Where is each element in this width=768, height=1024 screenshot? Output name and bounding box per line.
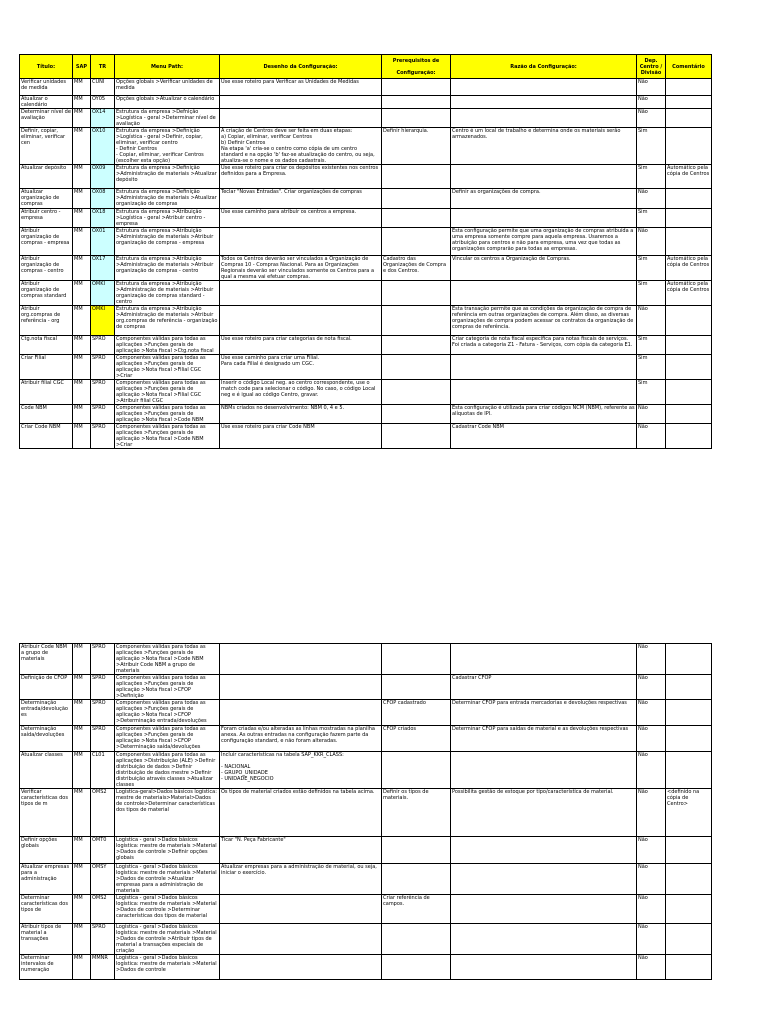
cell-prereq bbox=[382, 336, 451, 355]
cell-design: Incluir características na tabela SAP_KKR_CLASS: - NACIONAL - GRUPO_UNIDADE - UNIDADE_NEGOCIO bbox=[220, 752, 382, 789]
cell-title: Determinação saída/devoluções bbox=[20, 726, 73, 752]
cell-comment: Automático pela cópia de Centros bbox=[666, 256, 712, 281]
cell-sap: MM bbox=[73, 109, 91, 128]
cell-reason: Cadastrar CFOP bbox=[451, 675, 637, 700]
table-row bbox=[20, 336, 712, 355]
cell-comment bbox=[666, 405, 712, 424]
cell-dep: Não bbox=[637, 789, 666, 837]
cell-menu-path: Componentes válidas para todas as aplicações >Funções gerais de aplicação >Nota fiscal >Filial CGC >Criar bbox=[115, 355, 220, 380]
cell-prereq bbox=[382, 380, 451, 405]
cell-tr: OMKI bbox=[91, 306, 115, 336]
cell-menu-path: Componentes válidas para todas as aplicações >Distribuição (ALE) >Definir distribuição de dados >Definir distribuição de dados mestre >Definir distribuição através classes >Atualizar classes bbox=[115, 752, 220, 789]
table-row bbox=[20, 96, 712, 109]
cell-comment bbox=[666, 228, 712, 256]
table-row bbox=[20, 228, 712, 256]
cell-prereq bbox=[382, 752, 451, 789]
cell-menu-path: Logística - geral >Dados básicos logística: mestre de materiais >Material >Dados de controle >Definir opções globais bbox=[115, 837, 220, 864]
cell-reason bbox=[451, 281, 637, 306]
cell-tr: SPRO bbox=[91, 380, 115, 405]
table-row bbox=[20, 789, 712, 837]
cell-design: Use esse roteiro para criar os depósitos existentes nos centros definidos para a Empresa. bbox=[220, 165, 382, 189]
cell-sap: MM bbox=[73, 189, 91, 209]
cell-title: Determinar características dos tipos de bbox=[20, 895, 73, 924]
cell-prereq bbox=[382, 675, 451, 700]
cell-dep: Sim bbox=[637, 380, 666, 405]
cell-prereq: Definir os tipos de materiais. bbox=[382, 789, 451, 837]
cell-prereq bbox=[382, 109, 451, 128]
table-row bbox=[20, 355, 712, 380]
cell-title: Verificar unidades de medida bbox=[20, 79, 73, 96]
cell-design: NBMs criados no desenvolvimento: NBM 0, 4 e 5. bbox=[220, 405, 382, 424]
cell-dep: Sim bbox=[637, 128, 666, 165]
cell-reason: Esta configuração permite que uma organização de compras atribuída a uma empresa somente compre para aquela empresa. Usaremos a atribuição para centros e não para empresa, uma vez que todas as organizações comprarão para todas as empresas. bbox=[451, 228, 637, 256]
cell-design: Teclar "Novas Entradas". Criar organizações de compras bbox=[220, 189, 382, 209]
cell-dep: Não bbox=[637, 864, 666, 895]
cell-sap: MM bbox=[73, 837, 91, 864]
cell-comment bbox=[666, 924, 712, 955]
cell-comment bbox=[666, 209, 712, 228]
cell-menu-path: Componentes válidas para todas as aplicações >Funções gerais de aplicação >Nota fiscal >Filial CGC >Atribuir filial CGC bbox=[115, 380, 220, 405]
table-row bbox=[20, 955, 712, 980]
cell-reason bbox=[451, 837, 637, 864]
cell-tr: SPRO bbox=[91, 405, 115, 424]
cell-menu-path: Estrutura da empresa >Atribuição >Administração de materiais >Atribuir organização de compras - centro bbox=[115, 256, 220, 281]
table-row bbox=[20, 79, 712, 96]
cell-dep: Não bbox=[637, 955, 666, 980]
cell-prereq bbox=[382, 405, 451, 424]
cell-menu-path: Logística - geral >Dados básicos logística: mestre de materiais >Material >Dados de controle >Atualizar empresas para a administração de materiais bbox=[115, 864, 220, 895]
cell-title: Determinar intervalos de numeração bbox=[20, 955, 73, 980]
cell-prereq bbox=[382, 864, 451, 895]
cell-prereq: Cadastro das Organizações de Compra e dos Centros. bbox=[382, 256, 451, 281]
cell-prereq: Definir hierarquia. bbox=[382, 128, 451, 165]
cell-design bbox=[220, 96, 382, 109]
cell-title: Definir, copiar, eliminar, verificar cen bbox=[20, 128, 73, 165]
cell-dep: Não bbox=[637, 644, 666, 675]
cell-comment bbox=[666, 864, 712, 895]
cell-comment bbox=[666, 837, 712, 864]
cell-tr: OMS2 bbox=[91, 895, 115, 924]
cell-tr: CUNI bbox=[91, 79, 115, 96]
cell-reason bbox=[451, 752, 637, 789]
cell-menu-path: Estrutura da empresa >Atribuição >Administração de materiais >Atribuir organização de compras standard - centro bbox=[115, 281, 220, 306]
cell-comment bbox=[666, 336, 712, 355]
cell-prereq bbox=[382, 955, 451, 980]
cell-dep: Sim bbox=[637, 165, 666, 189]
cell-design: Inserir o código Local neg. ao centro correspondente, use o match code para selecionar o código. No caso, o código Local neg e é igual ao código Centro, gravar. bbox=[220, 380, 382, 405]
cell-design bbox=[220, 228, 382, 256]
table-row bbox=[20, 675, 712, 700]
cell-dep: Não bbox=[637, 752, 666, 789]
cell-tr: OX17 bbox=[91, 256, 115, 281]
cell-reason: Cadastrar Code NBM bbox=[451, 424, 637, 449]
cell-dep: Não bbox=[637, 895, 666, 924]
cell-reason bbox=[451, 895, 637, 924]
table-row bbox=[20, 128, 712, 165]
cell-title: Atualizar empresas para a administração bbox=[20, 864, 73, 895]
cell-sap: MM bbox=[73, 726, 91, 752]
cell-prereq: Criar referência de campos. bbox=[382, 895, 451, 924]
cell-design: Use esse caminho para criar uma Filial. Para cada Filial é designado um CGC. bbox=[220, 355, 382, 380]
table-row bbox=[20, 864, 712, 895]
header-cell-design: Desenho da Configuração: bbox=[220, 55, 382, 79]
cell-sap: MM bbox=[73, 955, 91, 980]
cell-sap: MM bbox=[73, 405, 91, 424]
cell-reason: Definir as organizações de compra. bbox=[451, 189, 637, 209]
cell-sap: MM bbox=[73, 380, 91, 405]
cell-sap: MM bbox=[73, 96, 91, 109]
cell-sap: MM bbox=[73, 424, 91, 449]
cell-menu-path: Componentes válidas para todas as aplicações >Funções gerais de aplicação >Nota fiscal >CFOP >Determinação entrada/devoluções bbox=[115, 700, 220, 726]
cell-title: Atribuir organização de compras - empresa bbox=[20, 228, 73, 256]
cell-menu-path: Opções globais >Verificar unidades de medida bbox=[115, 79, 220, 96]
cell-dep: Não bbox=[637, 726, 666, 752]
cell-tr: SPRO bbox=[91, 924, 115, 955]
cell-design: A criação de Centros deve ser feita em duas etapas: a) Copiar, eliminar, verificar Centros b) Definir Centros Na etapa 'a' cria-se o centro como cópia de um centro standard e na opção 'b' faz-se atualização do centro, ou seja, atualiza-se o nome e os dados cadastrais. bbox=[220, 128, 382, 165]
cell-sap: MM bbox=[73, 355, 91, 380]
cell-menu-path: Estrutura da empresa >Atribuição >Administração de materiais >Atribuir org.compras de referência - organização de compras bbox=[115, 306, 220, 336]
cell-title: Atualizar depósito bbox=[20, 165, 73, 189]
cell-tr: MMNR bbox=[91, 955, 115, 980]
cell-title: Definição de CFOP bbox=[20, 675, 73, 700]
cell-tr: OX14 bbox=[91, 109, 115, 128]
cell-title: Code NBM bbox=[20, 405, 73, 424]
cell-title: Determinar nível de avaliação bbox=[20, 109, 73, 128]
cell-dep: Sim bbox=[637, 209, 666, 228]
cell-menu-path: Estrutura da empresa >Atribuição >Logística - geral >Atribuir centro - empresa bbox=[115, 209, 220, 228]
cell-title: Atualizar classes bbox=[20, 752, 73, 789]
cell-design bbox=[220, 924, 382, 955]
table-row bbox=[20, 700, 712, 726]
cell-prereq: CFOP cadastrado bbox=[382, 700, 451, 726]
table-row bbox=[20, 165, 712, 189]
cell-dep: Sim bbox=[637, 355, 666, 380]
cell-menu-path: Estrutura da empresa >Atribuição >Administração de materiais >Atribuir organização de compras - empresa bbox=[115, 228, 220, 256]
cell-comment bbox=[666, 355, 712, 380]
cell-design: Atualizar empresas para a administração de material, ou seja, iniciar o exercício. bbox=[220, 864, 382, 895]
table-row bbox=[20, 424, 712, 449]
cell-title: Ctg.nota fiscal bbox=[20, 336, 73, 355]
cell-reason bbox=[451, 864, 637, 895]
cell-reason: Possibilita gestão de estoque por tipo/característica de material. bbox=[451, 789, 637, 837]
cell-comment bbox=[666, 189, 712, 209]
cell-menu-path: Estrutura da empresa >Definição >Administração de materiais >Atualizar depósito bbox=[115, 165, 220, 189]
table-row bbox=[20, 644, 712, 675]
cell-title: Determinação entrada/devolução es bbox=[20, 700, 73, 726]
cell-reason: Esta transação permite que as condições da organização de compra de referência em outras organizações de compra. Além disso, as diversas organizações de compra podem acessar os contratos da organização de compras de referência. bbox=[451, 306, 637, 336]
cell-prereq bbox=[382, 924, 451, 955]
cell-dep: Não bbox=[637, 79, 666, 96]
table-row bbox=[20, 306, 712, 336]
cell-menu-path: Componentes válidas para todas as aplicações >Funções gerais de aplicação >Nota fiscal >Ctg.nota fiscal bbox=[115, 336, 220, 355]
cell-reason: Vincular os centros a Organização de Compras. bbox=[451, 256, 637, 281]
cell-tr: OX09 bbox=[91, 165, 115, 189]
cell-menu-path: Logística - geral >Dados básicos logística: mestre de materiais >Material >Dados de controle bbox=[115, 955, 220, 980]
cell-tr: CL01 bbox=[91, 752, 115, 789]
header-cell-tr: TR bbox=[91, 55, 115, 79]
cell-sap: MM bbox=[73, 256, 91, 281]
cell-comment: Automático pela cópia de Centros bbox=[666, 281, 712, 306]
cell-reason bbox=[451, 644, 637, 675]
cell-design: Todos os Centros deverão ser vinculados a Organização de Compras 10 - Compras Nacional. Para as Organizações Regionais deverão ser vinculados somente os Centros para a qual a mesma vai efetuar compras. bbox=[220, 256, 382, 281]
cell-reason bbox=[451, 165, 637, 189]
cell-prereq bbox=[382, 79, 451, 96]
cell-prereq bbox=[382, 424, 451, 449]
cell-menu-path: Logística-geral>Dados básicos logística: mestre de materiais>Material>Dados de controle>Determinar características dos tipos de material bbox=[115, 789, 220, 837]
cell-reason: Determinar CFOP para entrada mercadorias e devoluções respectivas bbox=[451, 700, 637, 726]
cell-design: Foram criadas e/ou alteradas as linhas mostradas na planilha anexa. As outras entradas na configuração fazem parte da configuração standard, e não foram alteradas. bbox=[220, 726, 382, 752]
cell-design bbox=[220, 644, 382, 675]
cell-dep: Sim bbox=[637, 256, 666, 281]
cell-title: Atribuir org.compras de referência - org bbox=[20, 306, 73, 336]
cell-comment bbox=[666, 380, 712, 405]
cell-design: Os tipos de material criados estão definidos na tabela acima. bbox=[220, 789, 382, 837]
header-cell-dep: Dep. Centro / Divisão bbox=[637, 55, 666, 79]
cell-tr: OY05 bbox=[91, 96, 115, 109]
cell-comment: <definido na cópia de Centro> bbox=[666, 789, 712, 837]
cell-prereq bbox=[382, 96, 451, 109]
cell-design: Ticar "N. Peça Fabricante" bbox=[220, 837, 382, 864]
cell-dep: Sim bbox=[637, 336, 666, 355]
cell-menu-path: Estrutura da empresa >Defnição >Logística - geral >Determinar nível de avaliação bbox=[115, 109, 220, 128]
header-cell-sap: SAP bbox=[73, 55, 91, 79]
cell-dep: Não bbox=[637, 675, 666, 700]
cell-sap: MM bbox=[73, 864, 91, 895]
cell-title: Atribuir organização de compras standard bbox=[20, 281, 73, 306]
cell-sap: MM bbox=[73, 228, 91, 256]
cell-comment bbox=[666, 109, 712, 128]
cell-design bbox=[220, 306, 382, 336]
cell-tr: OMSY bbox=[91, 864, 115, 895]
cell-comment bbox=[666, 79, 712, 96]
cell-design bbox=[220, 675, 382, 700]
cell-prereq bbox=[382, 281, 451, 306]
cell-comment bbox=[666, 644, 712, 675]
cell-sap: MM bbox=[73, 644, 91, 675]
cell-menu-path: Componentes válidas para todas as aplicações >Funções gerais de aplicação >Nota fiscal >CFOP >Determinação saída/devoluções bbox=[115, 726, 220, 752]
table-row bbox=[20, 895, 712, 924]
cell-tr: SPRO bbox=[91, 726, 115, 752]
cell-comment bbox=[666, 675, 712, 700]
table-row bbox=[20, 837, 712, 864]
cell-tr: OX10 bbox=[91, 128, 115, 165]
cell-tr: SPRO bbox=[91, 424, 115, 449]
cell-sap: MM bbox=[73, 924, 91, 955]
cell-design: Use esse caminho para atribuir os centros a empresa. bbox=[220, 209, 382, 228]
cell-design bbox=[220, 109, 382, 128]
cell-sap: MM bbox=[73, 281, 91, 306]
cell-comment bbox=[666, 700, 712, 726]
cell-dep: Não bbox=[637, 109, 666, 128]
cell-dep: Não bbox=[637, 228, 666, 256]
cell-menu-path: Opções globais >Atualizar o calendário bbox=[115, 96, 220, 109]
cell-tr: OMT0 bbox=[91, 837, 115, 864]
cell-reason bbox=[451, 109, 637, 128]
cell-design: Use esse roteiro para Verificar as Unidades de Medidas bbox=[220, 79, 382, 96]
cell-reason: Centro é um local de trabalho e determina onde os materiais serão armazenados. bbox=[451, 128, 637, 165]
cell-menu-path: Logística - geral >Dados básicos logística: mestre de materiais >Material >Dados de controle >Determinar características dos tipos de material bbox=[115, 895, 220, 924]
cell-prereq bbox=[382, 209, 451, 228]
cell-sap: MM bbox=[73, 336, 91, 355]
cell-reason bbox=[451, 209, 637, 228]
cell-design bbox=[220, 895, 382, 924]
table-row bbox=[20, 405, 712, 424]
cell-tr: SPRO bbox=[91, 675, 115, 700]
cell-title: Verificar características dos tipos de m bbox=[20, 789, 73, 837]
cell-design: Use esse roteiro para criar categorias de nota fiscal. bbox=[220, 336, 382, 355]
cell-reason bbox=[451, 924, 637, 955]
cell-prereq bbox=[382, 165, 451, 189]
cell-title: Atribuir tipos de material a transações bbox=[20, 924, 73, 955]
table-row bbox=[20, 752, 712, 789]
config-table-page2 bbox=[19, 643, 712, 980]
cell-reason bbox=[451, 355, 637, 380]
cell-menu-path: Estrutura da empresa >Definição >Logística - geral >Definir, copiar, eliminar, verificar centro - Definir Centros - Copiar, eliminar, verificar Centros (escolher esta opção) bbox=[115, 128, 220, 165]
cell-comment bbox=[666, 128, 712, 165]
table-row bbox=[20, 209, 712, 228]
cell-tr: SPRO bbox=[91, 355, 115, 380]
header-cell-comment: Comentário bbox=[666, 55, 712, 79]
table-row bbox=[20, 109, 712, 128]
cell-menu-path: Componentes válidas para todas as aplicações >Funções gerais de aplicação >Nota fiscal >Code NBM >Criar bbox=[115, 424, 220, 449]
cell-dep: Sim bbox=[637, 281, 666, 306]
header-cell-title: Título: bbox=[20, 55, 73, 79]
cell-dep: Não bbox=[637, 405, 666, 424]
cell-sap: MM bbox=[73, 675, 91, 700]
cell-menu-path: Componentes válidas para todas as aplicações >Funções gerais de aplicação >Nota fiscal >Code NBM bbox=[115, 405, 220, 424]
cell-prereq: CFOP criados bbox=[382, 726, 451, 752]
cell-comment bbox=[666, 424, 712, 449]
cell-dep: Não bbox=[637, 424, 666, 449]
cell-reason bbox=[451, 79, 637, 96]
cell-reason: Determinar CFOP para saídas de material e as devoluções respectivas bbox=[451, 726, 637, 752]
header-cell-reason: Razão da Configuração: bbox=[451, 55, 637, 79]
cell-tr: SPRO bbox=[91, 336, 115, 355]
cell-menu-path: Componentes válidas para todas as aplicações >Funções gerais de aplicação >Nota fiscal >CFOP >Definição bbox=[115, 675, 220, 700]
cell-reason bbox=[451, 96, 637, 109]
cell-prereq bbox=[382, 644, 451, 675]
cell-sap: MM bbox=[73, 789, 91, 837]
cell-comment bbox=[666, 752, 712, 789]
cell-tr: SPRO bbox=[91, 700, 115, 726]
cell-sap: MM bbox=[73, 306, 91, 336]
cell-sap: MM bbox=[73, 79, 91, 96]
cell-design bbox=[220, 281, 382, 306]
cell-dep: Não bbox=[637, 189, 666, 209]
table-row bbox=[20, 281, 712, 306]
cell-title: Criar Code NBM bbox=[20, 424, 73, 449]
table-row bbox=[20, 189, 712, 209]
config-table-page1 bbox=[19, 54, 712, 449]
cell-title: Atualizar organização de compras bbox=[20, 189, 73, 209]
cell-sap: MM bbox=[73, 165, 91, 189]
cell-prereq bbox=[382, 189, 451, 209]
cell-tr: OMS2 bbox=[91, 789, 115, 837]
cell-title: Criar Filial bbox=[20, 355, 73, 380]
header-cell-prereq: Prerequisitos de Configuração: bbox=[382, 55, 451, 79]
cell-title: Definir opções globais bbox=[20, 837, 73, 864]
cell-sap: MM bbox=[73, 209, 91, 228]
cell-comment bbox=[666, 96, 712, 109]
cell-comment bbox=[666, 955, 712, 980]
cell-tr: OMKI bbox=[91, 281, 115, 306]
cell-reason bbox=[451, 955, 637, 980]
cell-title: Atribuir centro - empresa bbox=[20, 209, 73, 228]
cell-comment bbox=[666, 895, 712, 924]
cell-dep: Não bbox=[637, 700, 666, 726]
cell-tr: OX18 bbox=[91, 209, 115, 228]
cell-prereq bbox=[382, 837, 451, 864]
cell-dep: Não bbox=[637, 924, 666, 955]
cell-comment: Automático pela cópia de Centros bbox=[666, 165, 712, 189]
cell-sap: MM bbox=[73, 895, 91, 924]
header-cell-menu-path: Menu Path: bbox=[115, 55, 220, 79]
table-row bbox=[20, 924, 712, 955]
cell-menu-path: Componentes válidas para todas as aplicações >Funções gerais de aplicação >Nota fiscal >Code NBM >Atribuir Code NBM a grupo de materiais bbox=[115, 644, 220, 675]
cell-title: Atualizar o calendário bbox=[20, 96, 73, 109]
cell-title: Atribuir organização de compras - centro bbox=[20, 256, 73, 281]
cell-dep: Não bbox=[637, 96, 666, 109]
cell-sap: MM bbox=[73, 128, 91, 165]
cell-prereq bbox=[382, 355, 451, 380]
cell-design bbox=[220, 955, 382, 980]
cell-prereq bbox=[382, 306, 451, 336]
cell-reason bbox=[451, 380, 637, 405]
cell-comment bbox=[666, 726, 712, 752]
cell-sap: MM bbox=[73, 700, 91, 726]
cell-reason: Criar categoria de nota fiscal específica para notas fiscais de serviços. Foi criada a categoria Z1 - Fatura - Serviços, com cópia da categoria E1. bbox=[451, 336, 637, 355]
cell-design bbox=[220, 700, 382, 726]
cell-reason: Esta configuração é utilizada para criar códigos NCM (NBM), referente as alíquotas de IPI. bbox=[451, 405, 637, 424]
cell-sap: MM bbox=[73, 752, 91, 789]
cell-tr: OX01 bbox=[91, 228, 115, 256]
cell-menu-path: Logística - geral >Dados básicos logística: mestre de materiais >Material >Dados de controle >Atribuir tipos de material a transações especiais de criação bbox=[115, 924, 220, 955]
cell-design: Use esse roteiro para criar Code NBM bbox=[220, 424, 382, 449]
cell-comment bbox=[666, 306, 712, 336]
cell-tr: OX08 bbox=[91, 189, 115, 209]
cell-dep: Não bbox=[637, 306, 666, 336]
table-row bbox=[20, 256, 712, 281]
table-row bbox=[20, 380, 712, 405]
cell-title: Atribuir filial CGC bbox=[20, 380, 73, 405]
table-row bbox=[20, 726, 712, 752]
cell-tr: SPRO bbox=[91, 644, 115, 675]
header-row bbox=[20, 55, 712, 79]
cell-title: Atribuir Code NBM a grupo de materiais bbox=[20, 644, 73, 675]
cell-dep: Não bbox=[637, 837, 666, 864]
cell-prereq bbox=[382, 228, 451, 256]
cell-menu-path: Estrutura da empresa >Definição >Administração de materiais >Atualizar organização de compras bbox=[115, 189, 220, 209]
